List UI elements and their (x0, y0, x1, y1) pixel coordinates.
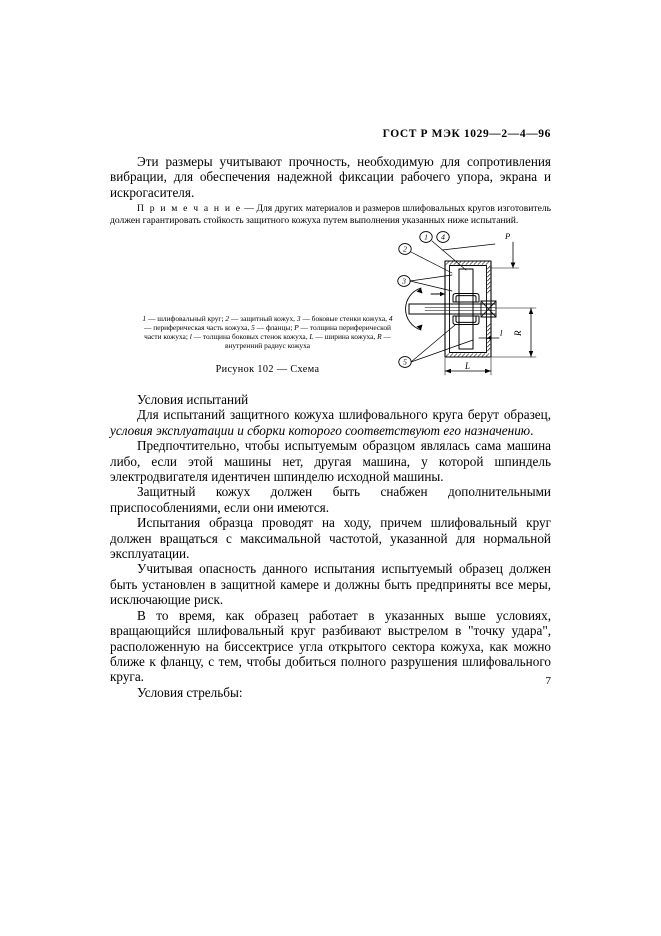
hatching-bottom-wall (446, 354, 489, 357)
svg-text:4: 4 (441, 232, 445, 242)
note-label: П р и м е ч а н и е (137, 203, 242, 215)
feed-arrow (431, 292, 445, 296)
callout-bubble-5 (399, 357, 411, 368)
hatching-top-wall (446, 262, 489, 265)
paragraph-impact-point: В то время, как образец работает в указанных выше условиях, вращающийся шлифовальный круг разбивают выстрелом в "точку удара", расположенную на биссектрисе угла открытого сектора кожуха, как можно ближе к фланцу, с тем, чтобы добиться полного разрушения шлифовального круга. (110, 607, 551, 685)
figure-legend (140, 314, 395, 350)
svg-text:3: 3 (402, 276, 406, 286)
dimension-label-L: L (465, 361, 471, 371)
paragraph-preferred-machine: Предпочтительно, чтобы испытуемым образцом являлась сама машина либо, если этой машины нет, другая машина, у которой шпиндель электродвигателя идентичен шпинделю исходной машины. (110, 438, 551, 485)
running-header: ГОСТ Р МЭК 1029—2—4—96 (382, 128, 551, 140)
page-number: 7 (545, 675, 551, 687)
flange-upper (453, 294, 479, 303)
legend-key-4: 4 (388, 314, 393, 323)
paragraph-sample-selection-b: . (530, 422, 534, 438)
callout-bubble-4 (437, 232, 449, 243)
paragraph-safety-chamber: Учитывая опасность данного испытания испытуемый образец должен быть установлен в защитной камере и должны быть предприняты все меры, исключающие риск. (110, 561, 551, 608)
paragraph-running-test: Испытания образца проводят на ходу, причем шлифовальный круг должен вращаться с максимальной частотой, указанной для нормальной эксплуатации. (110, 515, 551, 562)
technical-drawing-guard-schematic (395, 228, 551, 378)
svg-text:2: 2 (403, 244, 407, 254)
legend-key-1: 1 (142, 314, 147, 323)
legend-key-p: P (294, 323, 299, 332)
legend-text-R: — внутренний радиус кожуха (224, 332, 391, 350)
note-block (110, 203, 551, 226)
legend-text-2: — защитный кожух, (229, 314, 297, 323)
legend-text-4: — периферическая часть кожуха, (144, 323, 252, 332)
flange-lower (453, 316, 479, 325)
callout-bubble-1 (420, 232, 432, 243)
dimension-l-lower (479, 336, 499, 340)
legend-key-3: 3 (296, 314, 301, 323)
svg-text:5: 5 (403, 357, 407, 367)
heading-firing-conditions: Условия стрельбы: (137, 684, 243, 700)
callout-bubble-2 (399, 244, 411, 255)
legend-text-5: — фланцы; (254, 323, 295, 332)
legend-text-p: — толщина периферической части кожуха; (144, 323, 391, 341)
note-text: — Для других материалов и размеров шлифовальных кругов изготовитель должен гарантировать стойкость защитного кожуха путем выполнения указанных ниже испытаний. (110, 203, 551, 226)
dimension-P (490, 242, 519, 268)
legend-key-l-lower: l (189, 332, 192, 341)
svg-text:1: 1 (424, 232, 428, 242)
spindle-nut (481, 301, 496, 317)
dimension-label-l-lower: l (500, 328, 503, 338)
callout-bubble-3 (398, 276, 410, 287)
legend-key-L: L (309, 332, 314, 341)
legend-text-3: — боковые стенки кожуха, (300, 314, 389, 323)
legend-key-R: R (377, 332, 382, 341)
dimension-label-P: P (505, 231, 511, 241)
body-text-block (110, 392, 551, 700)
intro-text-block (110, 154, 551, 226)
paragraph-sample-selection-italic: условия эксплуатации и сборки которого соответствуют его назначению (110, 422, 531, 438)
grinding-wheel (459, 269, 473, 349)
guard-outer-shell (445, 261, 491, 357)
legend-text-1: — шлифовальный круг; (146, 314, 226, 323)
figure-102 (110, 228, 551, 388)
dimension-label-R: R (513, 330, 523, 336)
spindle-shaft (409, 304, 495, 314)
legend-text-l-lower: — толщина боковых стенок кожуха, (191, 332, 310, 341)
legend-key-2: 2 (225, 314, 230, 323)
figure-caption: Рисунок 102 — Схема (215, 364, 320, 375)
paragraph-dimensions-strength: Эти размеры учитывают прочность, необходимую для сопротивления вибрации, для обеспечения надежной фиксации рабочего упора, экрана и искрогасителя. (110, 154, 551, 200)
paragraph-sample-selection-a: Для испытаний защитного кожуха шлифовального круга берут образец, (137, 407, 551, 423)
heading-test-conditions: Условия испытаний (137, 392, 249, 407)
legend-key-5: 5 (251, 323, 255, 332)
legend-text-L: — ширина кожуха, (313, 332, 378, 341)
rotation-arrow (406, 288, 423, 330)
paragraph-guard-accessories: Защитный кожух должен быть снабжен дополнительными приспособлениями, если они имеются. (110, 484, 551, 515)
paragraph-sample-selection (110, 407, 551, 438)
